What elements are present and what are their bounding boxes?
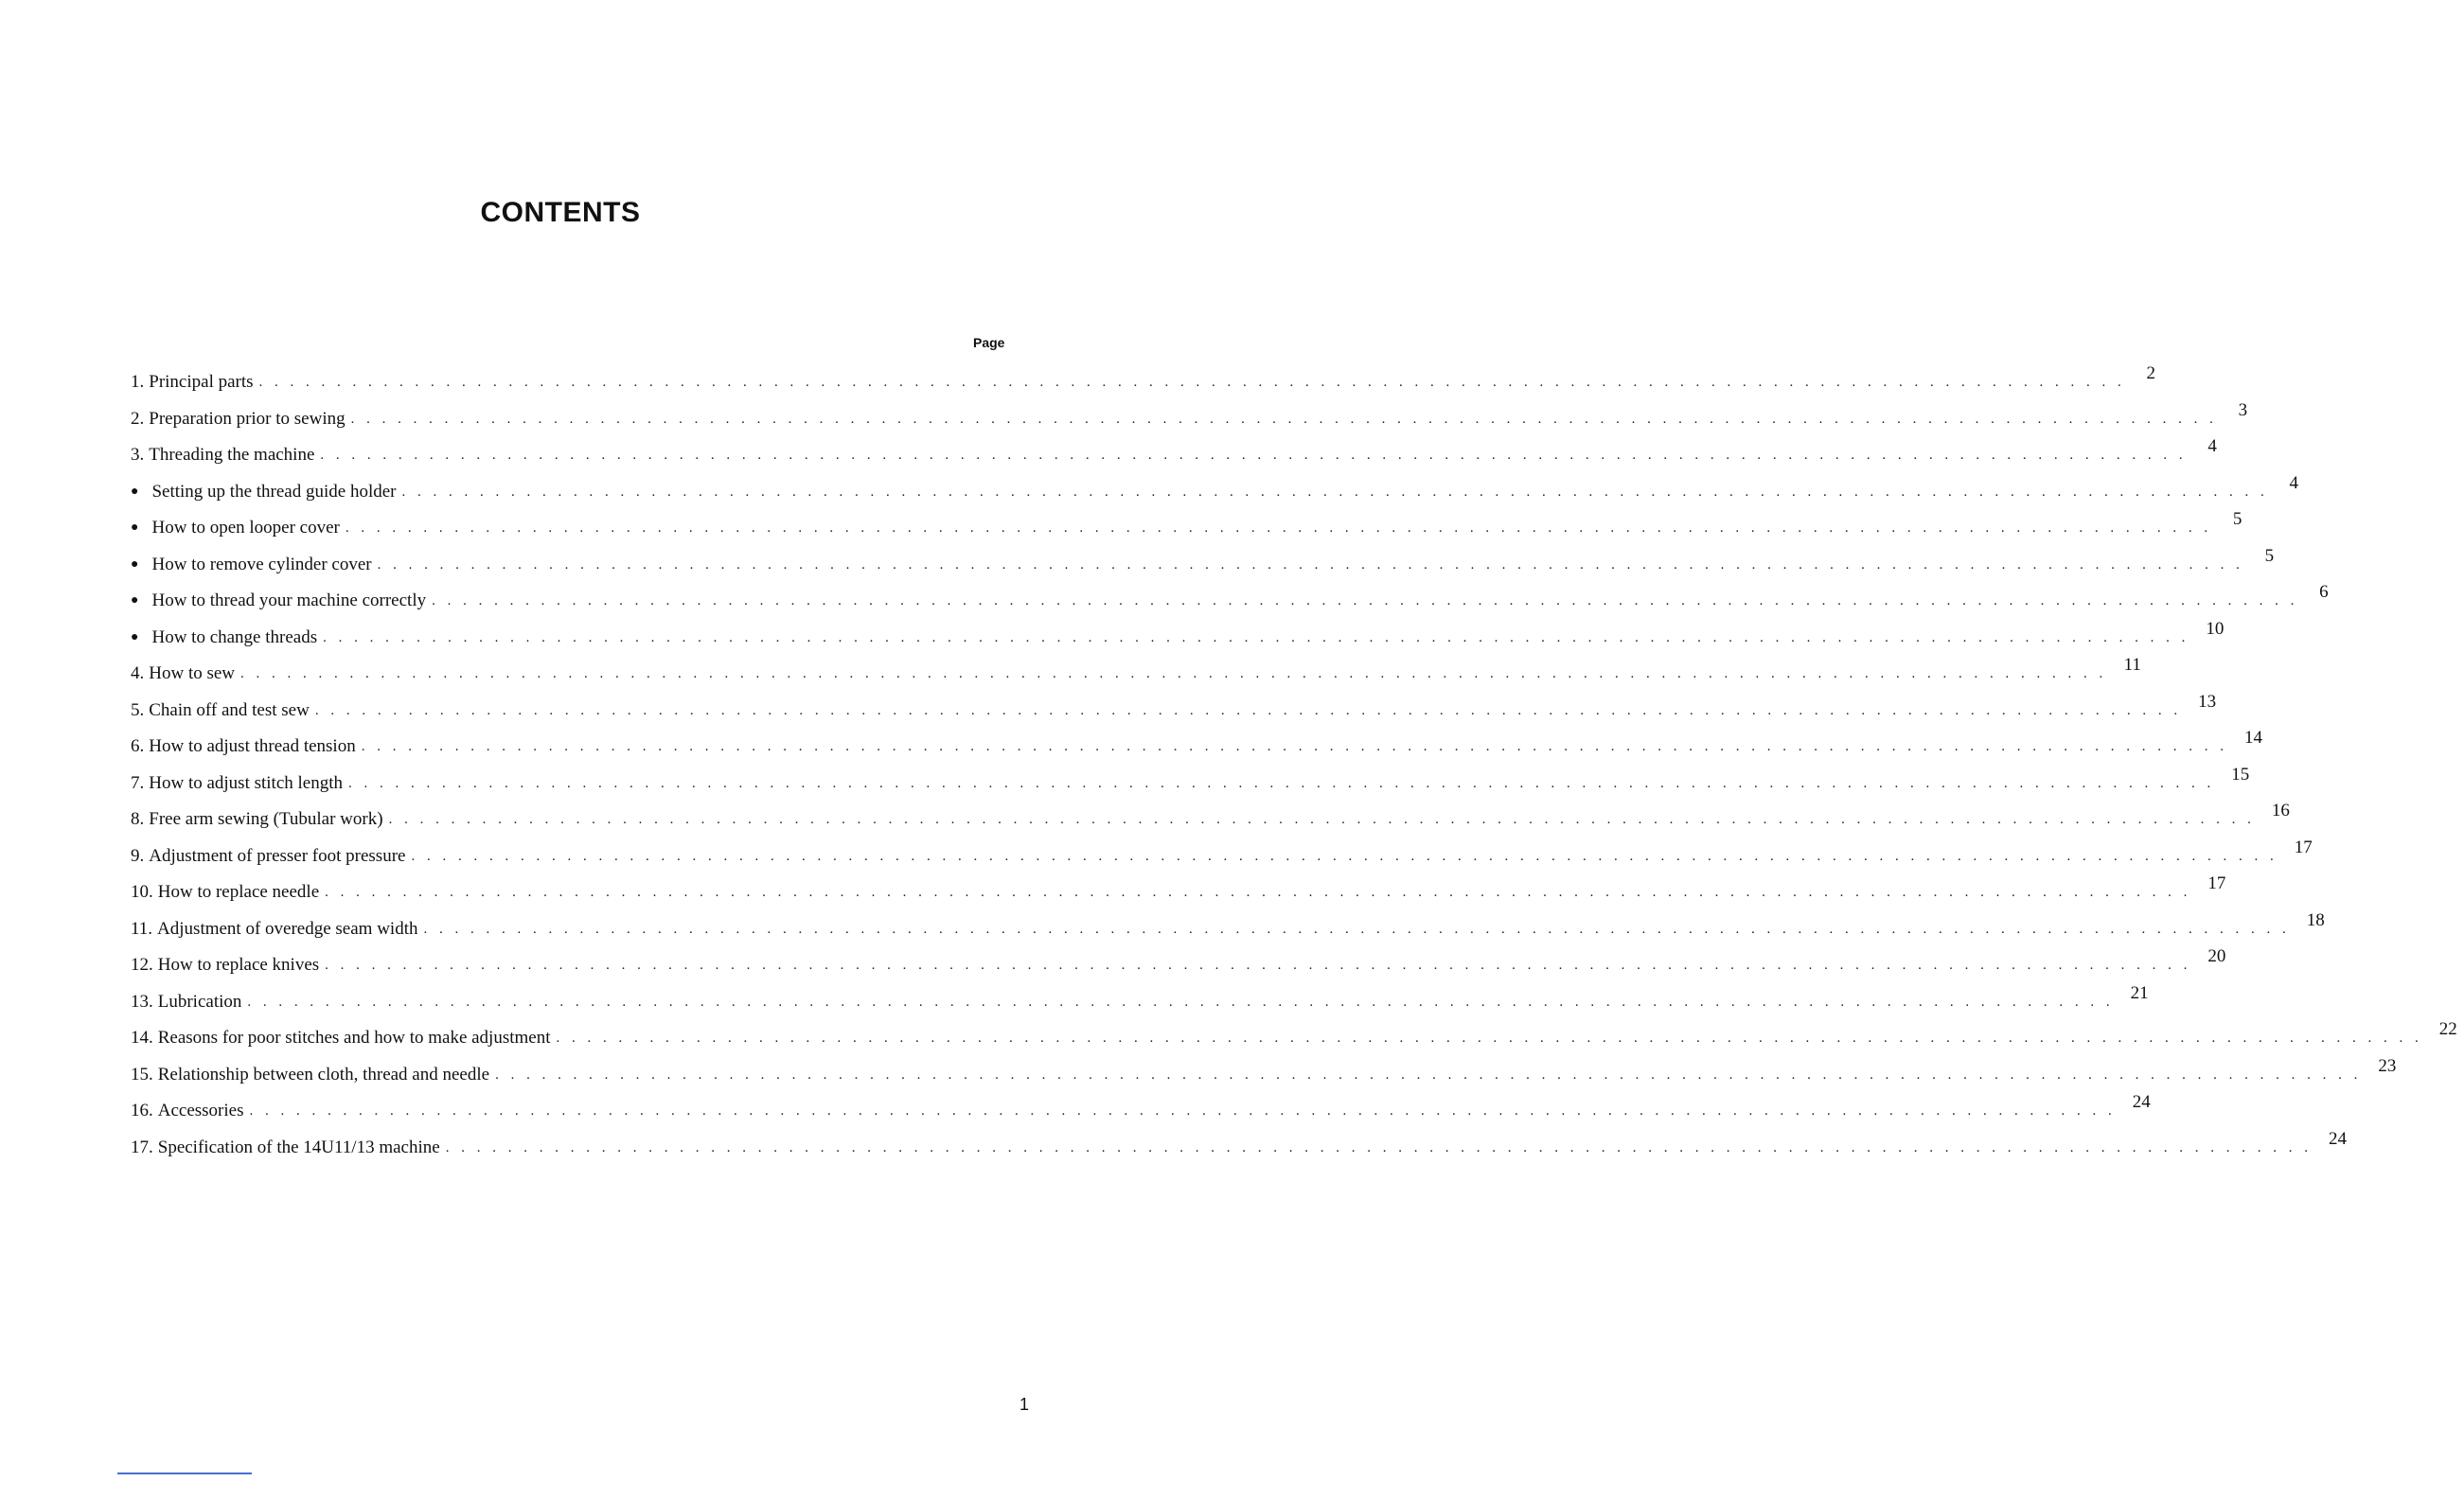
toc-entry bbox=[131, 909, 2325, 948]
dot-leader: . . . . . . . . . . . . . . . . . . . . . . . . . . . . . . . . . . . . . . . . . . . . . . . . . . . . . . . . . . . . . . . . . . . . . . . . . . . . . . . . . . . . . . . . . . . . . . . . . . . . . . . . . . . . . . . . . . . . . . . . bbox=[249, 1103, 2117, 1119]
toc-entry bbox=[131, 873, 2226, 911]
dot-leader: . . . . . . . . . . . . . . . . . . . . . . . . . . . . . . . . . . . . . . . . . . . . . . . . . . . . . . . . . . . . . . . . . . . . . . . . . . . . . . . . . . . . . . . . . . . . . . . . . . . . . . . . . . . . . . . . . . . . . . . . bbox=[556, 1031, 2423, 1046]
toc-entry bbox=[131, 545, 2275, 584]
toc-entry bbox=[131, 946, 2226, 984]
toc-entry-page: 17 bbox=[2294, 837, 2313, 857]
toc-entry-page: 16 bbox=[2271, 801, 2290, 820]
dot-leader: . . . . . . . . . . . . . . . . . . . . . . . . . . . . . . . . . . . . . . . . . . . . . . . . . . . . . . . . . . . . . . . . . . . . . . . . . . . . . . . . . . . . . . . . . . . . . . . . . . . . . . . . . . . . . . . . . . . . . . . . bbox=[247, 994, 2115, 1010]
page-column-header: Page bbox=[973, 335, 1005, 350]
dot-leader: . . . . . . . . . . . . . . . . . . . . . . . . . . . . . . . . . . . . . . . . . . . . . . . . . . . . . . . . . . . . . . . . . . . . . . . . . . . . . . . . . . . . . . . . . . . . . . . . . . . . . . . . . . . . . . . . . . . . . . . . bbox=[361, 739, 2228, 754]
bullet-icon: ● bbox=[131, 556, 139, 572]
toc-entry-page: 15 bbox=[2231, 764, 2250, 785]
toc-entry bbox=[131, 472, 2298, 511]
dot-leader: . . . . . . . . . . . . . . . . . . . . . . . . . . . . . . . . . . . . . . . . . . . . . . . . . . . . . . . . . . . . . . . . . . . . . . . . . . . . . . . . . . . . . . . . . . . . . . . . . . . . . . . . . . . . . . . . . . . . . . . . bbox=[388, 812, 2256, 827]
toc-entry bbox=[131, 509, 2242, 547]
toc-entry-number: 15. bbox=[131, 1064, 153, 1085]
toc-entry-number: 13. bbox=[131, 991, 153, 1012]
toc-entry-page: 10 bbox=[2206, 618, 2225, 639]
toc-entry-number: 6. bbox=[131, 736, 145, 756]
toc-entry-label: How to replace knives bbox=[157, 955, 320, 975]
toc-entry-page: 17 bbox=[2207, 873, 2226, 893]
contents-title: CONTENTS bbox=[480, 197, 641, 228]
toc-entry-page: 23 bbox=[2378, 1055, 2397, 1076]
toc-entry bbox=[131, 363, 2156, 401]
toc-entry bbox=[131, 691, 2217, 730]
toc-entry bbox=[131, 436, 2217, 474]
toc-entry-label: Lubrication bbox=[157, 991, 242, 1012]
toc-entry-number: 10. bbox=[131, 882, 153, 902]
toc-entry-page: 4 bbox=[2207, 436, 2217, 456]
dot-leader: . . . . . . . . . . . . . . . . . . . . . . . . . . . . . . . . . . . . . . . . . . . . . . . . . . . . . . . . . . . . . . . . . . . . . . . . . . . . . . . . . . . . . . . . . . . . . . . . . . . . . . . . . . . . . . . . . . . . . . . . bbox=[325, 958, 2191, 973]
toc-entry-label: Preparation prior to sewing bbox=[149, 408, 346, 429]
toc-entry-page: 5 bbox=[2264, 545, 2275, 566]
toc-entry bbox=[131, 1019, 2457, 1057]
toc-entry-label: How to change threads bbox=[151, 626, 318, 647]
toc-entry-page: 21 bbox=[2130, 982, 2149, 1003]
toc-entry bbox=[131, 728, 2262, 766]
toc-entry-page: 24 bbox=[2132, 1092, 2151, 1112]
toc-entry bbox=[131, 982, 2149, 1021]
table-of-contents bbox=[131, 363, 2457, 1166]
dot-leader: . . . . . . . . . . . . . . . . . . . . . . . . . . . . . . . . . . . . . . . . . . . . . . . . . . . . . . . . . . . . . . . . . . . . . . . . . . . . . . . . . . . . . . . . . . . . . . . . . . . . . . . . . . . . . . . . . . . . . . . . bbox=[401, 484, 2269, 500]
toc-entry-number: 12. bbox=[131, 955, 153, 975]
toc-entry bbox=[131, 1055, 2397, 1094]
bullet-icon: ● bbox=[131, 593, 139, 608]
toc-entry-number: 4. bbox=[131, 663, 145, 683]
toc-entry-number: 8. bbox=[131, 809, 145, 829]
toc-entry-label: Accessories bbox=[157, 1101, 244, 1120]
toc-entry-page: 3 bbox=[2238, 399, 2248, 420]
toc-entry-label: Setting up the thread guide holder bbox=[151, 481, 397, 502]
toc-entry-label: Threading the machine bbox=[149, 445, 315, 465]
toc-entry-number: 9. bbox=[131, 845, 145, 866]
toc-entry-label: Principal parts bbox=[149, 372, 254, 392]
toc-entry-label: How to remove cylinder cover bbox=[151, 554, 372, 574]
bullet-icon: ● bbox=[131, 629, 139, 644]
toc-entry-label: Chain off and test sew bbox=[149, 699, 310, 720]
toc-entry-page: 5 bbox=[2232, 509, 2242, 529]
toc-entry bbox=[131, 801, 2290, 838]
toc-entry-number: 2. bbox=[131, 408, 145, 429]
toc-entry-label: How to adjust thread tension bbox=[149, 736, 356, 756]
toc-entry-page: 11 bbox=[2123, 655, 2141, 675]
dot-leader: . . . . . . . . . . . . . . . . . . . . . . . . . . . . . . . . . . . . . . . . . . . . . . . . . . . . . . . . . . . . . . . . . . . . . . . . . . . . . . . . . . . . . . . . . . . . . . . . . . . . . . . . . . . . . . . . . . . . . . . . bbox=[377, 556, 2244, 573]
dot-leader: . . . . . . . . . . . . . . . . . . . . . . . . . . . . . . . . . . . . . . . . . . . . . . . . . . . . . . . . . . . . . . . . . . . . . . . . . . . . . . . . . . . . . . . . . . . . . . . . . . . . . . . . . . . . . . . . . . . . . . . . bbox=[323, 629, 2189, 645]
toc-entry bbox=[131, 618, 2225, 657]
toc-entry-page: 20 bbox=[2207, 946, 2226, 966]
toc-entry-number: 7. bbox=[131, 772, 145, 793]
dot-leader: . . . . . . . . . . . . . . . . . . . . . . . . . . . . . . . . . . . . . . . . . . . . . . . . . . . . . . . . . . . . . . . . . . . . . . . . . . . . . . . . . . . . . . . . . . . . . . . . . . . . . . . . . . . . . . . . . . . . . . . . bbox=[350, 411, 2218, 427]
page-number: 1 bbox=[1019, 1395, 1029, 1414]
toc-entry-label: Specification of the 14U11/13 machine bbox=[157, 1137, 440, 1157]
toc-entry bbox=[131, 582, 2329, 620]
toc-entry-page: 24 bbox=[2328, 1128, 2347, 1149]
toc-entry-page: 4 bbox=[2289, 472, 2298, 493]
toc-entry-number: 5. bbox=[131, 699, 145, 720]
toc-entry bbox=[131, 655, 2141, 693]
dot-leader: . . . . . . . . . . . . . . . . . . . . . . . . . . . . . . . . . . . . . . . . . . . . . . . . . . . . . . . . . . . . . . . . . . . . . . . . . . . . . . . . . . . . . . . . . . . . . . . . . . . . . . . . . . . . . . . . . . . . . . . . bbox=[495, 1067, 2362, 1083]
toc-entry-label: Free arm sewing (Tubular work) bbox=[149, 809, 383, 829]
toc-entry-label: How to thread your machine correctly bbox=[151, 591, 427, 610]
dot-leader: . . . . . . . . . . . . . . . . . . . . . . . . . . . . . . . . . . . . . . . . . . . . . . . . . . . . . . . . . . . . . . . . . . . . . . . . . . . . . . . . . . . . . . . . . . . . . . . . . . . . . . . . . . . . . . . . . . . . . . . . bbox=[445, 1139, 2313, 1155]
toc-entry-number: 11. bbox=[131, 918, 153, 939]
toc-entry-number: 17. bbox=[131, 1137, 153, 1157]
toc-entry-number: 1. bbox=[131, 372, 145, 392]
toc-entry-page: 6 bbox=[2319, 582, 2329, 602]
toc-entry bbox=[131, 399, 2248, 438]
dot-leader: . . . . . . . . . . . . . . . . . . . . . . . . . . . . . . . . . . . . . . . . . . . . . . . . . . . . . . . . . . . . . . . . . . . . . . . . . . . . . . . . . . . . . . . . . . . . . . . . . . . . . . . . . . . . . . . . . . . . . . . . bbox=[240, 666, 2107, 681]
dot-leader: . . . . . . . . . . . . . . . . . . . . . . . . . . . . . . . . . . . . . . . . . . . . . . . . . . . . . . . . . . . . . . . . . . . . . . . . . . . . . . . . . . . . . . . . . . . . . . . . . . . . . . . . . . . . . . . . . . . . . . . . bbox=[432, 593, 2298, 608]
dot-leader: . . . . . . . . . . . . . . . . . . . . . . . . . . . . . . . . . . . . . . . . . . . . . . . . . . . . . . . . . . . . . . . . . . . . . . . . . . . . . . . . . . . . . . . . . . . . . . . . . . . . . . . . . . . . . . . . . . . . . . . . bbox=[320, 448, 2188, 463]
toc-entry-page: 18 bbox=[2306, 909, 2325, 930]
dot-leader: . . . . . . . . . . . . . . . . . . . . . . . . . . . . . . . . . . . . . . . . . . . . . . . . . . . . . . . . . . . . . . . . . . . . . . . . . . . . . . . . . . . . . . . . . . . . . . . . . . . . . . . . . . . . . . . . . . . . . . . . bbox=[423, 921, 2291, 937]
toc-entry-page: 22 bbox=[2438, 1019, 2457, 1039]
toc-entry-label: Relationship between cloth, thread and needle bbox=[157, 1064, 490, 1085]
toc-entry-label: How to replace needle bbox=[157, 882, 320, 902]
dot-leader: . . . . . . . . . . . . . . . . . . . . . . . . . . . . . . . . . . . . . . . . . . . . . . . . . . . . . . . . . . . . . . . . . . . . . . . . . . . . . . . . . . . . . . . . . . . . . . . . . . . . . . . . . . . . . . . . . . . . . . . . bbox=[345, 520, 2212, 536]
dot-leader: . . . . . . . . . . . . . . . . . . . . . . . . . . . . . . . . . . . . . . . . . . . . . . . . . . . . . . . . . . . . . . . . . . . . . . . . . . . . . . . . . . . . . . . . . . . . . . . . . . . . . . . . . . . . . . . . . . . . . . . . bbox=[348, 775, 2215, 791]
toc-entry-label: How to sew bbox=[149, 663, 236, 683]
toc-entry-page: 14 bbox=[2243, 728, 2262, 748]
toc-entry bbox=[131, 1092, 2151, 1130]
toc-entry-number: 16. bbox=[131, 1101, 153, 1120]
footer-rule bbox=[117, 1473, 252, 1474]
dot-leader: . . . . . . . . . . . . . . . . . . . . . . . . . . . . . . . . . . . . . . . . . . . . . . . . . . . . . . . . . . . . . . . . . . . . . . . . . . . . . . . . . . . . . . . . . . . . . . . . . . . . . . . . . . . . . . . . . . . . . . . . bbox=[325, 885, 2191, 900]
toc-entry bbox=[131, 837, 2313, 875]
toc-entry-page: 13 bbox=[2198, 691, 2217, 712]
toc-entry-label: Adjustment of presser foot pressure bbox=[149, 845, 406, 866]
toc-entry-label: How to adjust stitch length bbox=[149, 772, 344, 793]
toc-entry-label: Reasons for poor stitches and how to make adjustment bbox=[157, 1028, 551, 1048]
toc-entry-number: 3. bbox=[131, 445, 145, 465]
bullet-icon: ● bbox=[131, 484, 139, 499]
toc-entry bbox=[131, 764, 2250, 802]
bullet-icon: ● bbox=[131, 520, 139, 535]
toc-entry bbox=[131, 1128, 2347, 1167]
dot-leader: . . . . . . . . . . . . . . . . . . . . . . . . . . . . . . . . . . . . . . . . . . . . . . . . . . . . . . . . . . . . . . . . . . . . . . . . . . . . . . . . . . . . . . . . . . . . . . . . . . . . . . . . . . . . . . . . . . . . . . . . bbox=[258, 375, 2126, 390]
toc-entry-number: 14. bbox=[131, 1028, 153, 1048]
dot-leader: . . . . . . . . . . . . . . . . . . . . . . . . . . . . . . . . . . . . . . . . . . . . . . . . . . . . . . . . . . . . . . . . . . . . . . . . . . . . . . . . . . . . . . . . . . . . . . . . . . . . . . . . . . . . . . . . . . . . . . . . bbox=[411, 848, 2278, 864]
toc-entry-page: 2 bbox=[2146, 363, 2156, 383]
toc-entry-label: Adjustment of overedge seam width bbox=[157, 918, 418, 939]
dot-leader: . . . . . . . . . . . . . . . . . . . . . . . . . . . . . . . . . . . . . . . . . . . . . . . . . . . . . . . . . . . . . . . . . . . . . . . . . . . . . . . . . . . . . . . . . . . . . . . . . . . . . . . . . . . . . . . . . . . . . . . . bbox=[314, 702, 2182, 718]
toc-entry-label: How to open looper cover bbox=[151, 518, 340, 538]
